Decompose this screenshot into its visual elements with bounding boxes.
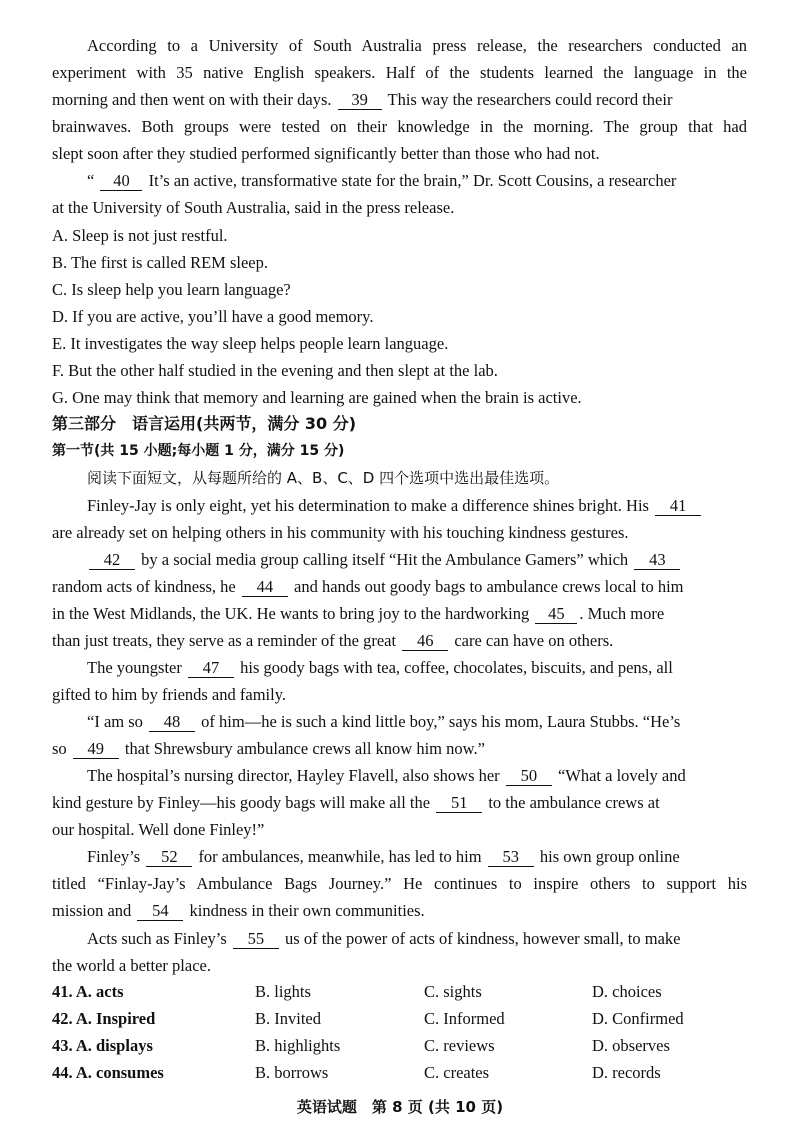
text: morning and then went on with their days. xyxy=(52,90,332,109)
passage2-line-14 xyxy=(87,847,747,867)
blank-47: 47 xyxy=(188,659,234,678)
option-41-a: 41. A. acts xyxy=(52,982,124,1001)
option-43-a: 43. A. displays xyxy=(52,1036,153,1055)
option-a: A. Sleep is not just restful. xyxy=(52,226,228,245)
passage2-line-3 xyxy=(87,550,747,570)
passage2-line-13: our hospital. Well done Finley!” xyxy=(52,820,265,839)
option-c: C. Is sleep help you learn language? xyxy=(52,280,291,299)
text: and hands out goody bags to ambulance crews local to him xyxy=(294,577,684,596)
text: The hospital’s nursing director, Hayley Flavell, also shows her xyxy=(87,766,500,785)
blank-40: 40 xyxy=(100,172,142,191)
text: by a social media group calling itself “Hit the Ambulance Gamers” which xyxy=(141,550,629,569)
passage2-line-18: the world a better place. xyxy=(52,956,211,975)
text: . Much more xyxy=(579,604,665,623)
text: for ambulances, meanwhile, has led to him xyxy=(198,847,482,866)
text: so xyxy=(52,739,67,758)
option-41-d: D. choices xyxy=(592,982,662,1001)
text: random acts of kindness, he xyxy=(52,577,236,596)
option-41-c: C. sights xyxy=(424,982,482,1001)
option-44-d: D. records xyxy=(592,1063,661,1082)
option-d: D. If you are active, you’ll have a good memory. xyxy=(52,307,374,326)
blank-46: 46 xyxy=(402,632,448,651)
passage2-line-1 xyxy=(87,496,747,516)
option-42-a: 42. A. Inspired xyxy=(52,1009,156,1028)
option-44-b: B. borrows xyxy=(255,1063,329,1082)
question-44-options xyxy=(52,1063,752,1083)
option-e: E. It investigates the way sleep helps people learn language. xyxy=(52,334,449,353)
passage1-line-2: experiment with 35 native English speakers. Half of the students learned the language in the xyxy=(52,63,747,82)
passage1-line-1: According to a University of South Australia press release, the researchers conducted an xyxy=(87,36,747,55)
option-42-d: D. Confirmed xyxy=(592,1009,684,1028)
text: us of the power of acts of kindness, however small, to make xyxy=(285,929,681,948)
text: in the West Midlands, the UK. He wants to bring joy to the hardworking xyxy=(52,604,530,623)
text: kind gesture by Finley—his goody bags will make all the xyxy=(52,793,431,812)
blank-52: 52 xyxy=(146,848,192,867)
text: kindness in their own communities. xyxy=(189,901,425,920)
passage2-line-5 xyxy=(52,604,747,624)
instruction: 阅读下面短文，从每题所给的 A、B、C、D 四个选项中选出最佳选项。 xyxy=(87,469,560,487)
question-42-options xyxy=(52,1009,752,1029)
blank-42: 42 xyxy=(89,551,135,570)
passage2-line-17 xyxy=(87,929,747,949)
text: “What a lovely and xyxy=(557,766,686,785)
passage2-line-7 xyxy=(87,658,747,678)
passage2-line-9 xyxy=(87,712,747,732)
blank-41: 41 xyxy=(655,497,701,516)
passage2-line-4 xyxy=(52,577,747,597)
passage2-line-16 xyxy=(52,901,747,921)
text: his goody bags with tea, coffee, chocolates, biscuits, and pens, all xyxy=(240,658,673,677)
option-b: B. The first is called REM sleep. xyxy=(52,253,268,272)
blank-49: 49 xyxy=(73,740,119,759)
passage2-line-2: are already set on helping others in his community with his touching kindness gestures. xyxy=(52,523,629,542)
option-42-c: C. Informed xyxy=(424,1009,505,1028)
text: that Shrewsbury ambulance crews all know him now.” xyxy=(124,739,485,758)
option-g: G. One may think that memory and learning are gained when the brain is active. xyxy=(52,388,582,407)
question-41-options xyxy=(52,982,752,1002)
passage1-line-6 xyxy=(87,171,747,191)
option-43-b: B. highlights xyxy=(255,1036,341,1055)
blank-45: 45 xyxy=(535,605,577,624)
text: It’s an active, transformative state for the brain,” Dr. Scott Cousins, a researcher xyxy=(148,171,677,190)
page-footer: 英语试题 第 8 页 (共 10 页) xyxy=(296,1098,504,1116)
option-44-c: C. creates xyxy=(424,1063,490,1082)
open-quote: “ xyxy=(87,171,95,190)
passage2-line-12 xyxy=(52,793,747,813)
blank-51: 51 xyxy=(436,794,482,813)
text: Finley-Jay is only eight, yet his determination to make a difference shines bright. His xyxy=(87,496,649,515)
passage1-line-4: brainwaves. Both groups were tested on their knowledge in the morning. The group that had xyxy=(52,117,747,136)
text: to the ambulance crews at xyxy=(488,793,660,812)
passage2-line-15: titled “Finlay-Jay’s Ambulance Bags Journey.” He continues to inspire others to support his xyxy=(52,874,747,893)
option-43-c: C. reviews xyxy=(424,1036,495,1055)
blank-43: 43 xyxy=(634,551,680,570)
blank-55: 55 xyxy=(233,930,279,949)
passage2-line-8: gifted to him by friends and family. xyxy=(52,685,287,704)
passage1-line-3 xyxy=(52,90,747,110)
text: Acts such as Finley’s xyxy=(87,929,227,948)
section-subheading: 第一节(共 15 小题;每小题 1 分，满分 15 分) xyxy=(52,443,345,459)
blank-48: 48 xyxy=(149,713,195,732)
text: than just treats, they serve as a reminder of the great xyxy=(52,631,397,650)
text: The youngster xyxy=(87,658,182,677)
option-f: F. But the other half studied in the evening and then slept at the lab. xyxy=(52,361,498,380)
blank-54: 54 xyxy=(137,902,183,921)
blank-53: 53 xyxy=(488,848,534,867)
text: of him—he is such a kind little boy,” says his mom, Laura Stubbs. “He’s xyxy=(201,712,681,731)
passage2-line-6 xyxy=(52,631,747,651)
blank-50: 50 xyxy=(506,767,552,786)
text: his own group online xyxy=(539,847,680,866)
option-41-b: B. lights xyxy=(255,982,311,1001)
text: Finley’s xyxy=(87,847,141,866)
text: “I am so xyxy=(87,712,143,731)
section-heading: 第三部分 语言运用(共两节，满分 30 分) xyxy=(52,414,357,433)
passage2-line-10 xyxy=(52,739,747,759)
text: mission and xyxy=(52,901,132,920)
passage2-line-11 xyxy=(87,766,747,786)
blank-44: 44 xyxy=(242,578,288,597)
passage1-line-7: at the University of South Australia, said in the press release. xyxy=(52,198,455,217)
question-43-options xyxy=(52,1036,752,1056)
blank-39: 39 xyxy=(338,91,382,110)
text: care can have on others. xyxy=(454,631,614,650)
passage1-line-5: slept soon after they studied performed significantly better than those who had not. xyxy=(52,144,600,163)
option-43-d: D. observes xyxy=(592,1036,670,1055)
option-42-b: B. Invited xyxy=(255,1009,321,1028)
text: This way the researchers could record their xyxy=(387,90,673,109)
option-44-a: 44. A. consumes xyxy=(52,1063,164,1082)
